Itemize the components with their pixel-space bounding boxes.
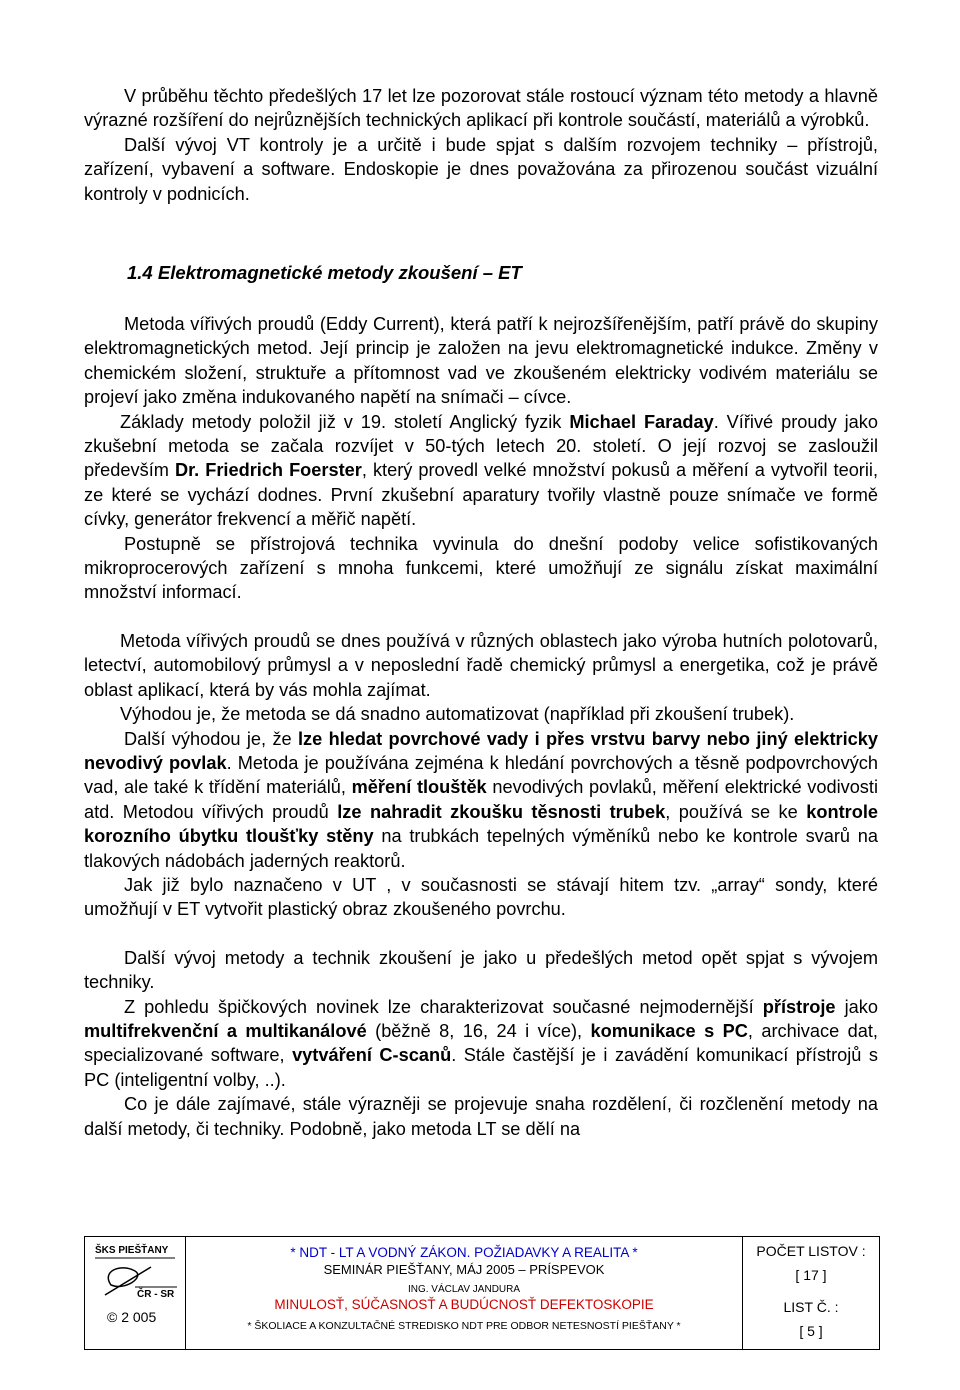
intro-paragraph-2: Další vývoj VT kontroly je a určitě i bude spjat s dalším rozvojem techniky – přístrojů, zařízení, vybavení a software. Endoskopie je dnes považována za přirozenou součást vizuální kontroly v podnicích. — [84, 134, 878, 204]
et-paragraph-1: Metoda vířivých proudů (Eddy Current), která patří k nejrozšířenějším, patří právě do skupiny elektromagnetických metod. Její princip je založen na jevu elektromagnetické indukce. Změny v chemickém složení, struktuře a přítomnost vad ve zkoušeném elektricky vodivém materiálu se projeví jako změna indukovaného napětí na snímači – cívce. — [84, 314, 878, 408]
footer-line-1: * NDT - LT A VODNÝ ZÁKON. POŽIADAVKY A REALITA * — [290, 1245, 638, 1260]
sheet-number-value: [ 5 ] — [799, 1323, 823, 1339]
section-body — [84, 312, 878, 1141]
et-paragraph-8: Další vývoj metody a technik zkoušení je jako u předešlých metod opět spjat s vývojem techniky. — [84, 947, 878, 993]
footer-middle-cell — [186, 1237, 743, 1349]
sheet-number-label: LIST Č. : — [783, 1299, 839, 1315]
et-paragraph-3: Postupně se přístrojová technika vyvinula do dnešní podoby velice sofistikovaných mikroprocerových zařízení s mnoha funkcemi, které umožňují ze signálu získat maximální množství informací. — [84, 533, 878, 603]
footer-line-5: * ŠKOLIACE A KONZULTAČNÉ STREDISKO NDT PRE ODBOR NETESNOSTÍ PIEŠŤANY * — [247, 1320, 681, 1332]
footer-right-cell — [743, 1237, 879, 1349]
et-paragraph-9: Z pohledu špičkových novinek lze charakterizovat současné nejmodernější přístroje jako multifrekvenční a multikanálové (běžně 8, 16, 24 i více), komunikace s PC, archivace dat, specializované software, vytváření C-scanů. Stále častější je i zavádění komunikací přístrojů s PC (inteligentní volby, ..). — [84, 996, 879, 1090]
intro-paragraph-1: V průběhu těchto předešlých 17 let lze pozorovat stále rostoucí význam této metody a hlavně výrazné rozšíření do nejrůznějších technických aplikací při kontrole součástí, materiálů a výrobků. — [84, 86, 878, 131]
pages-count-label: POČET LISTOV : — [756, 1243, 866, 1259]
section-heading: 1.4 Elektromagnetické metody zkoušení – ET — [127, 262, 522, 283]
et-paragraph-5: Výhodou je, že metoda se dá snadno automatizovat (například při zkoušení trubek). — [120, 704, 795, 725]
sks-logo — [91, 1245, 179, 1303]
footer-logo-cell — [85, 1237, 186, 1349]
et-paragraph-4: Metoda vířivých proudů se dnes používá v různých oblastech jako výroba hutních polotovarů, letectví, automobilový průmysl a v neposlední řadě chemický průmysl a energetika, což je právě oblast aplikací, která by vás mohla zajímat. — [84, 630, 878, 700]
footer-line-3: ING. VÁCLAV JANDURA — [407, 1284, 521, 1295]
copyright-text: © 2 005 — [107, 1309, 157, 1325]
page-footer — [84, 1236, 880, 1350]
et-paragraph-7: Jak již bylo naznačeno v UT , v současnosti se stávají hitem tzv. „array“ sondy, které umožňují v ET vytvořit plastický obraz zkoušeného povrchu. — [84, 874, 878, 920]
et-paragraph-10: Co je dále zajímavé, stále výrazněji se projevuje snaha rozdělení, či rozčlenění metody na další metody, či techniky. Podobně, jako metoda LT se dělí na — [84, 1094, 878, 1139]
et-paragraph-6: Další výhodou je, že lze hledat povrchové vady i přes vrstvu barvy nebo jiný elektricky nevodivý povlak. Metoda je používána zejména k hledání povrchových a těsně podpovrchových vad, ale také k třídění materiálů, měření tlouštěk nevodivých povlaků, měření elektrické vodivosti atd. Metodou vířivých proudů lze nahradit zkoušku těsnosti trubek, používá se ke kontrole korozního úbytku tloušťky stěny na trubkách tepelných výměníků nebo ke kontrole svarů na tlakových nádobách jaderných reaktorů. — [84, 728, 879, 871]
et-paragraph-2: Základy metody položil již v 19. století Anglický fyzik Michael Faraday. Vířivé proudy jako zkušební metoda se začala rozvíjet v 50-tých letech 20. století. O její rozvoj se zasloužil především Dr. Friedrich Foerster, který provedl velké množství pokusů a měření a vytvořil teorii, ze které se vychází dodnes. První zkušební aparatury tvořily vlastně pouze snímače ve formě cívky, generátor frekvencí a měřič napětí. — [84, 411, 878, 530]
intro-block — [84, 84, 878, 206]
logo-top-text: ŠKS PIEŠŤANY — [95, 1245, 169, 1256]
footer-line-2: SEMINÁR PIEŠŤANY, MÁJ 2005 – PRÍSPEVOK — [323, 1262, 605, 1277]
footer-line-4: MINULOSŤ, SÚČASNOSŤ A BUDÚCNOSŤ DEFEKTOSKOPIE — [274, 1297, 654, 1312]
pages-count-value: [ 17 ] — [795, 1267, 827, 1283]
logo-bottom-text: ČR - SR — [137, 1289, 175, 1300]
